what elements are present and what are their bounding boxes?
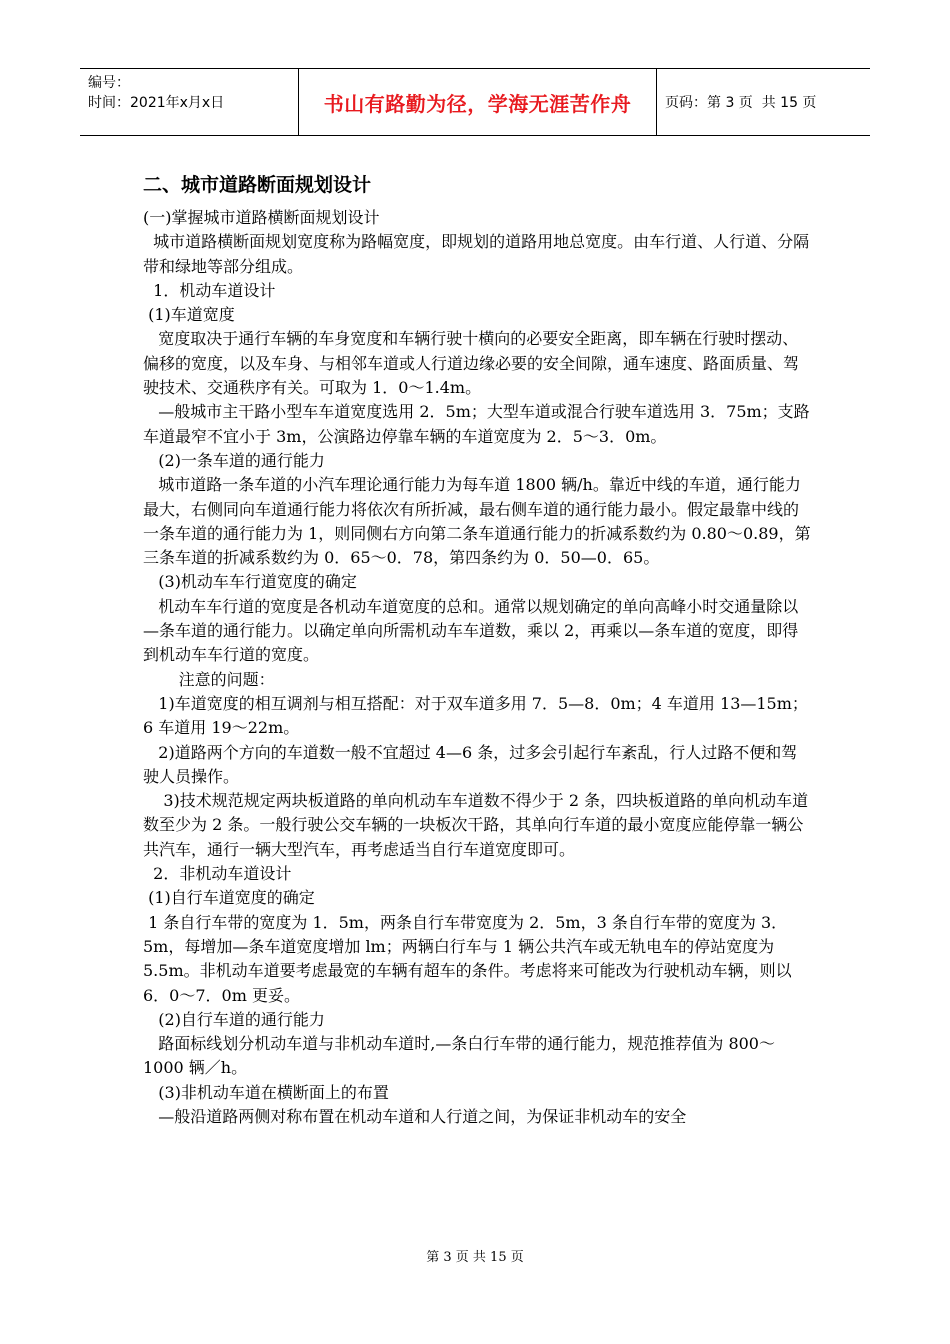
header-divider [656,69,657,135]
header-motto: 书山有路勤为径，学海无涯苦作舟 [323,91,632,116]
paragraph: (2)自行车道的通行能力 [143,1009,325,1029]
paragraph: 城市道路一条车道的小汽车理论通行能力为每车道 1800 辆/h。靠近中线的车道，通行能力最大，右侧同向车道通行能力将依次有所折减，最右侧车道的通行能力最小。假定最靠中线的一条车道的通行能力为 1，则同侧右方向第二条车道通行能力的折减系数约为 0.80～0.89，第三条车道的折减系数约为 0．65～0．78，第四条约为 0．50—0．65。 [143,475,811,568]
document-time-label: 时间：2021年x月x日 [88,95,225,111]
paragraph: —般城市主干路小型车车道宽度选用 2．5m；大型车道或混合行驶车道选用 3．75m；支路车道最窄不宜小于 3m，公演路边停靠车辆的车道宽度为 2．5～3．0m。 [143,402,810,446]
paragraph: (2)一条车道的通行能力 [143,450,325,470]
paragraph: (一)掌握城市道路横断面规划设计 [143,208,380,227]
header-meta [88,73,293,113]
paragraph: (3)非机动车道在横断面上的布置 [143,1082,389,1102]
paragraph: 宽度取决于通行车辆的车身宽度和车辆行驶十横向的必要安全距离，即车辆在行驶时摆动、偏移的宽度，以及车身、与相邻车道或人行道边缘必要的安全间隙，通车速度、路面质量、驾驶技术、交通秩序有关。可取为 1．0～1.4m。 [143,329,800,398]
paragraph: 城市道路横断面规划宽度称为路幅宽度，即规划的道路用地总宽度。由车行道、人行道、分隔带和绿地等部分组成。 [143,232,810,276]
paragraph: —般沿道路两侧对称布置在机动车道和人行道之间，为保证非机动车的安全 [143,1106,687,1126]
paragraph: 2．非机动车道设计 [143,864,292,884]
paragraph: (1)车道宽度 [143,305,235,325]
paragraph: (1)自行车道宽度的确定 [143,888,315,908]
paragraph: 3)技术规范规定两块板道路的单向机动车车道数不得少于 2 条，四块板道路的单向机动车道数至少为 2 条。一般行驶公交车辆的一块板次干路，其单向行车道的最小宽度应能停靠一辆公共汽车，通行一辆大型汽车，再考虑适当自行车道宽度即可。 [143,791,809,859]
paragraph: 机动车车行道的宽度是各机动车道宽度的总和。通常以规划确定的单向高峰小时交通量除以—条车道的通行能力。以确定单向所需机动车车道数，乘以 2，再乘以—条车道的宽度，即得到机动车车行道的宽度。 [143,596,799,665]
document-body [143,170,813,1129]
section-title: 二、城市道路断面规划设计 [143,174,372,196]
paragraph: 1．机动车道设计 [143,280,276,300]
paragraph-list [143,206,813,1129]
paragraph: 1 条自行车带的宽度为 1．5m，两条自行车带宽度为 2．5m，3 条自行车带的宽度为 3．5m，每增加—条车道宽度增加 lm；两辆白行车与 1 辆公共汽车或无轨电车的停站宽度为 5.5m。非机动车道要考虑最宽的车辆有超车的条件。考虑将来可能改为行驶机动车辆，则以 6．0～7．0m 更妥。 [143,912,797,1005]
header-page-info: 页码：第 3 页 共 15 页 [665,95,817,111]
paragraph: 2)道路两个方向的车道数一般不宜超过 4—6 条，过多会引起行车紊乱，行人过路不便和驾驶人员操作。 [143,742,798,786]
paragraph: 路面标线划分机动车道与非机动车道时,—条白行车带的通行能力，规范推荐值为 800～1000 辆／h。 [143,1034,775,1078]
paragraph: 注意的问题： [143,669,275,689]
paragraph: 1)车道宽度的相互调剂与相互搭配：对于双车道多用 7．5—8．0m；4 车道用 13—15m；6 车道用 19～22m。 [143,693,808,738]
page-header [80,68,870,136]
document-number-label: 编号： [88,75,130,91]
paragraph: (3)机动车车行道宽度的确定 [143,572,357,592]
page-footer: 第 3 页 共 15 页 [426,1250,524,1265]
